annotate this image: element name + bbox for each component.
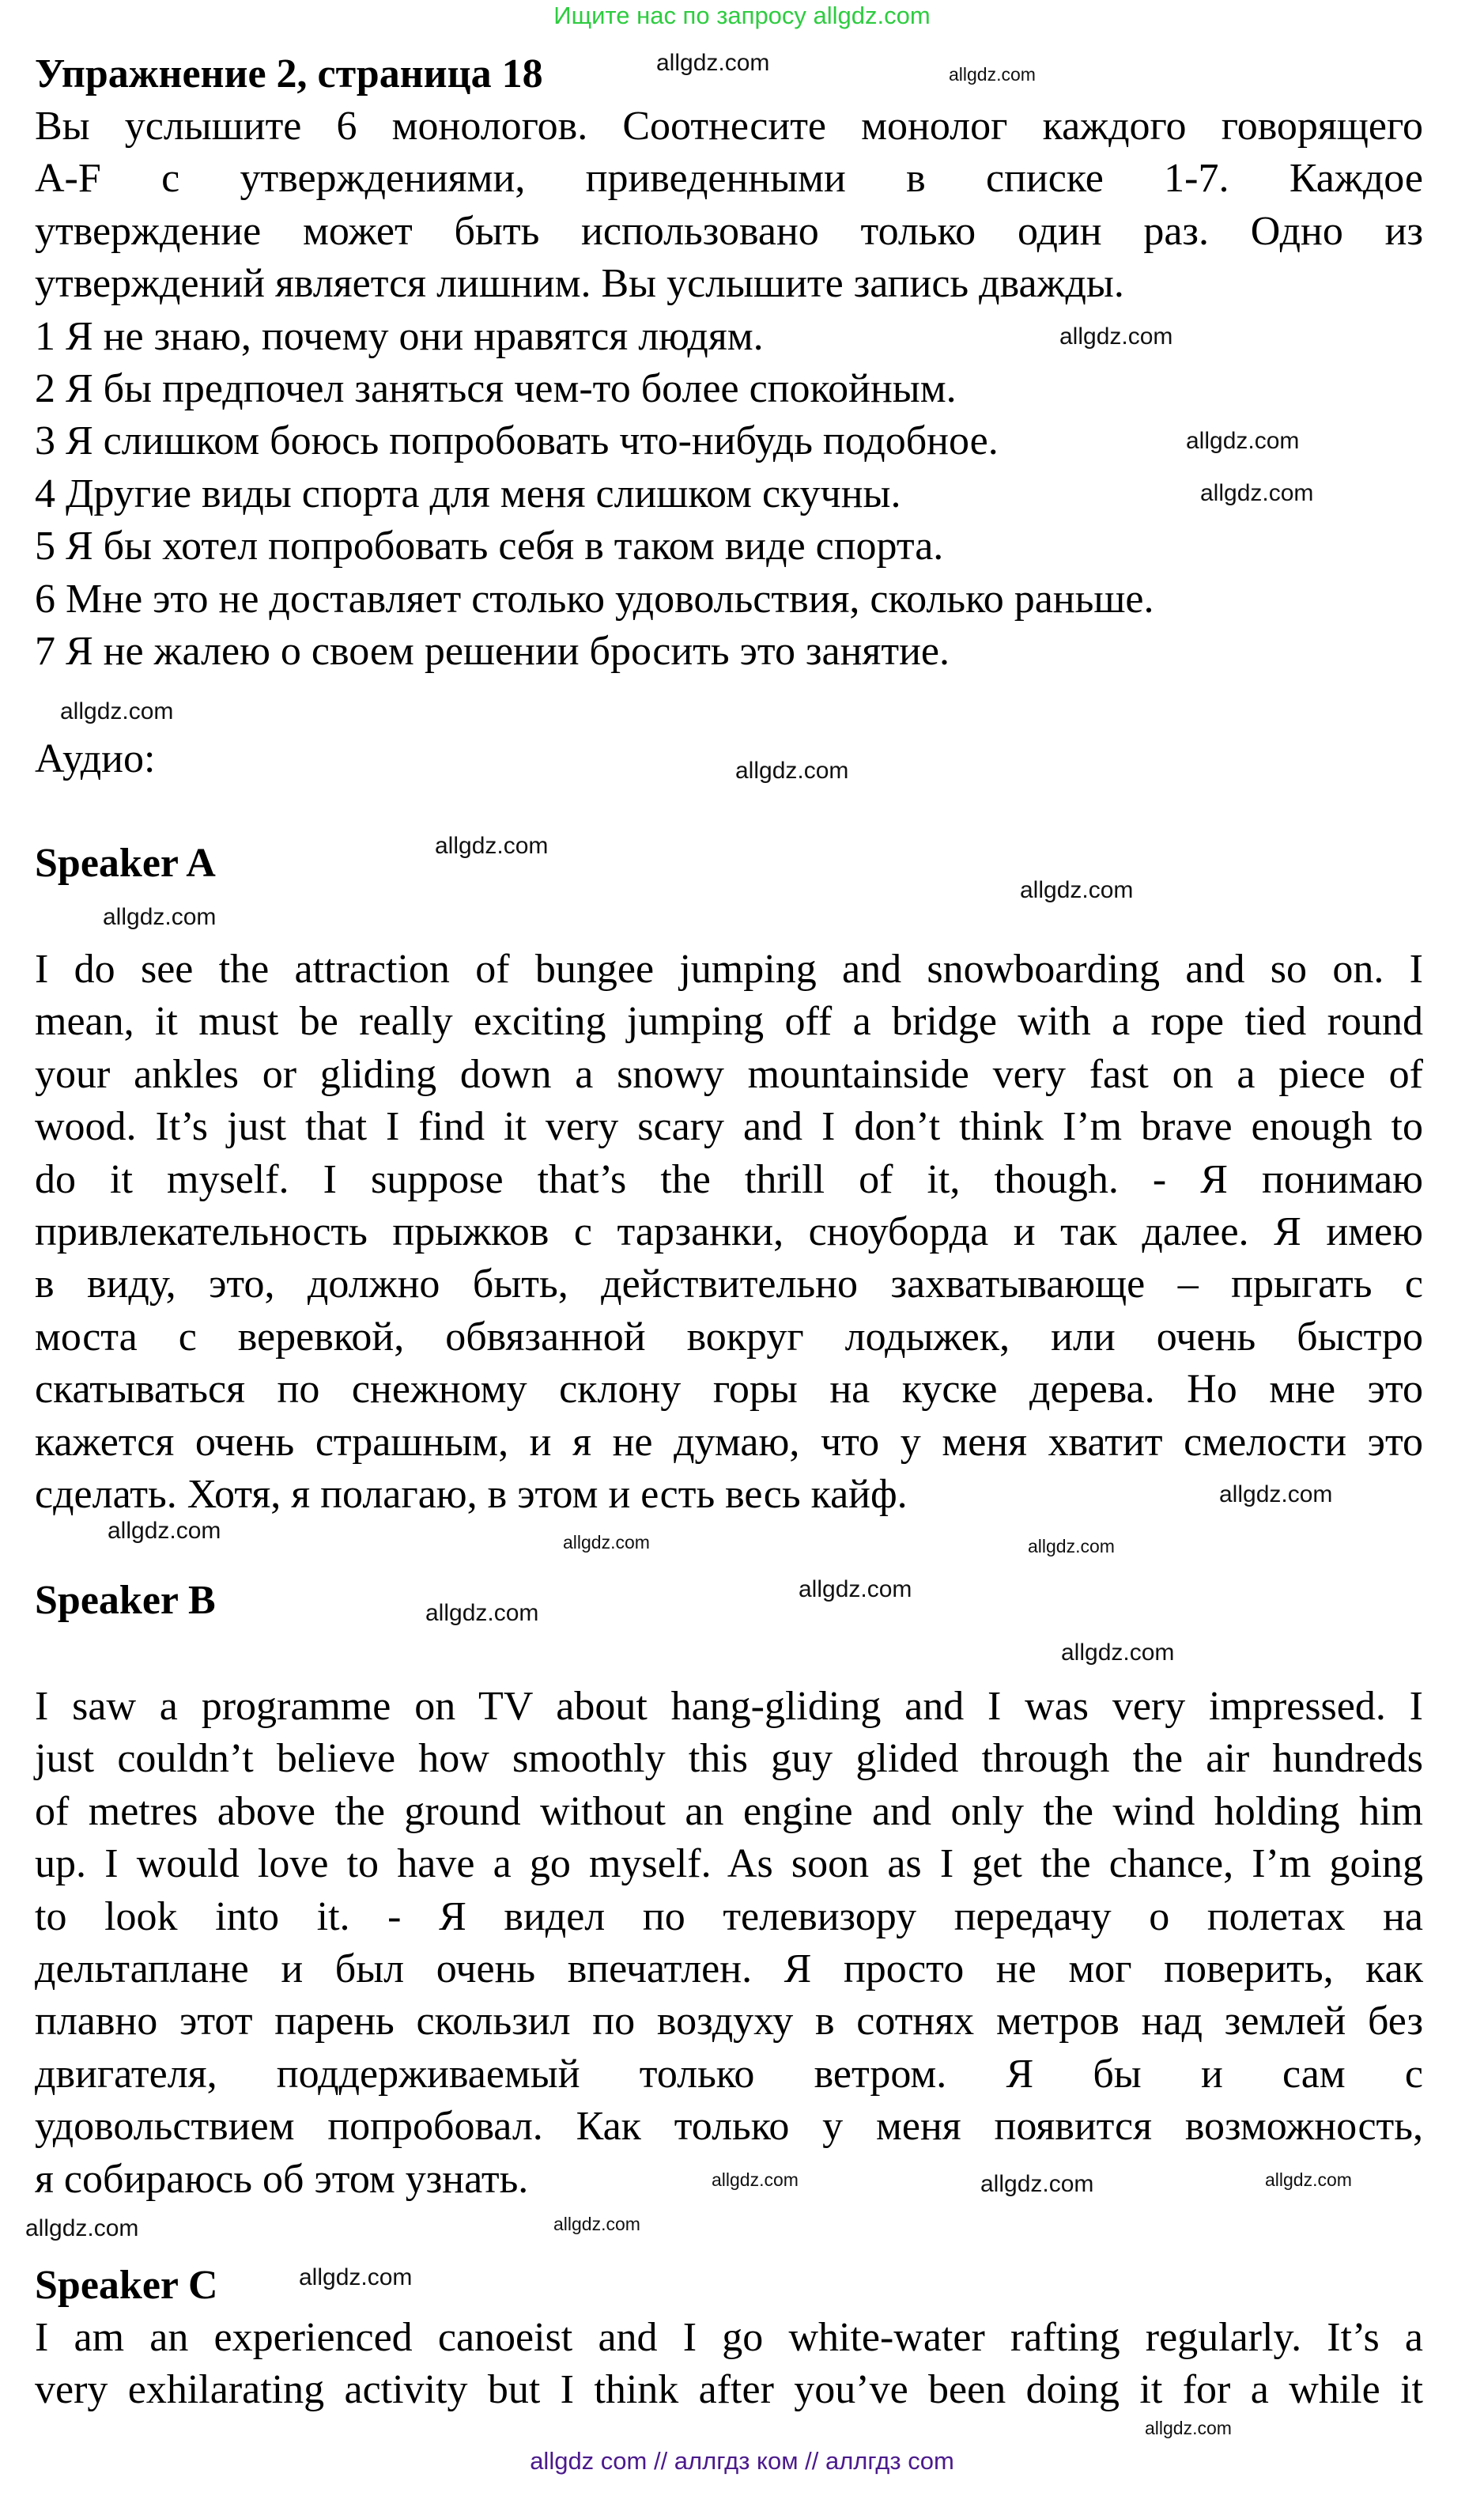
text-line: your ankles or gliding down a snowy mountainside very fast on a piece of [35,1051,1423,1097]
text-line: моста с веревкой, обвязанной вокруг лодыжек, или очень быстро [35,1314,1423,1360]
instruction-line: Вы услышите 6 монологов. Соотнесите монолог каждого говорящего [35,104,1423,149]
text-line: I do see the attraction of bungee jumping and snowboarding and so on. I [35,947,1423,992]
audio-label: Аудио: [35,736,156,781]
speaker-a-text [35,944,1423,1521]
text-line: do it myself. I suppose that’s the thrill of it, though. - Я понимаю [35,1156,1423,1202]
footer-banner: allgdz com // аллгдз ком // аллгдз com [530,2447,954,2475]
watermark: allgdz.com [25,2215,139,2241]
instruction-line: утверждение может быть использовано только один раз. Одно из [35,208,1423,254]
watermark: allgdz.com [563,1532,650,1553]
watermark: allgdz.com [1061,1640,1175,1666]
text-line: кажется очень страшным, и я не думаю, что у меня хватит смелости это [35,1419,1423,1465]
statement-item: 4 Другие виды спорта для меня слишком скучны. [35,471,901,516]
watermark: allgdz.com [712,2169,799,2190]
text-line: to look into it. - Я видел по телевизору передачу о полетах на [35,1893,1423,1939]
speaker-c-text [35,2312,1423,2417]
watermark: allgdz.com [980,2171,1094,2197]
watermark: allgdz.com [299,2264,413,2290]
text-line: mean, it must be really exciting jumping off a bridge with a rope tied round [35,999,1423,1045]
text-line: very exhilarating activity but I think after you’ve been doing it for a while it [35,2367,1423,2413]
text-line: в виду, это, должно быть, действительно захватывающе – прыгать с [35,1261,1423,1307]
header-banner: Ищите нас по запросу allgdz.com [553,2,931,29]
statement-item: 1 Я не знаю, почему они нравятся людям. [35,313,764,359]
text-line: скатываться по снежному склону горы на куске дерева. Но мне это [35,1367,1423,1413]
watermark: allgdz.com [1028,1536,1115,1556]
watermark: allgdz.com [1059,323,1173,350]
text-line: я собираюсь об этом узнать. [35,2156,529,2202]
watermark: allgdz.com [425,1600,539,1626]
text-line: плавно этот парень скользил по воздуху в сотнях метров над землей без [35,1999,1423,2044]
instructions [35,100,1423,678]
page-title: Упражнение 2, страница 18 [35,51,543,96]
watermark: allgdz.com [949,64,1036,85]
text-line: I am an experienced canoeist and I go white-water rafting regularly. It’s a [35,2315,1423,2360]
statement-item: 2 Я бы предпочел заняться чем-то более спокойным. [35,365,957,411]
watermark: allgdz.com [1186,428,1300,454]
statement-item: 5 Я бы хотел попробовать себя в таком виде спорта. [35,524,944,569]
text-line: привлекательность прыжков с тарзанки, сноуборда и так далее. Я имею [35,1208,1423,1254]
watermark: allgdz.com [103,904,217,930]
text-line: of metres above the ground without an engine and only the wind holding him [35,1788,1423,1834]
text-line: удовольствием попробовал. Как только у меня появится возможность, [35,2104,1423,2150]
watermark: allgdz.com [435,833,549,859]
watermark: allgdz.com [108,1518,221,1544]
text-line: wood. It’s just that I find it very scary and I don’t think I’m brave enough to [35,1104,1423,1150]
text-line: двигателя, поддерживаемый только ветром. Я бы и сам с [35,2051,1423,2097]
speaker-b-text [35,1681,1423,2206]
text-line: дельтаплане и был очень впечатлен. Я просто не мог поверить, как [35,1946,1423,1991]
statement-item: 6 Мне это не доставляет столько удовольствия, сколько раньше. [35,576,1154,622]
speaker-a-heading: Speaker A [35,841,216,886]
text-line: just couldn’t believe how smoothly this guy glided through the air hundreds [35,1736,1423,1782]
watermark: allgdz.com [1200,480,1314,506]
watermark: allgdz.com [553,2214,640,2234]
instruction-line: A-F с утверждениями, приведенными в списке 1-7. Каждое [35,156,1423,202]
watermark: allgdz.com [656,50,770,76]
speaker-b-heading: Speaker B [35,1578,216,1623]
text-line: I saw a programme on TV about hang-gliding and I was very impressed. I [35,1684,1423,1729]
watermark: allgdz.com [60,698,174,724]
text-line: сделать. Хотя, я полагаю, в этом и есть весь кайф. [35,1471,908,1517]
watermark: allgdz.com [1265,2169,1352,2190]
watermark: allgdz.com [1020,877,1134,903]
watermark: allgdz.com [1145,2418,1232,2438]
watermark: allgdz.com [735,758,849,784]
statement-item: 3 Я слишком боюсь попробовать что-нибудь подобное. [35,418,999,464]
watermark: allgdz.com [799,1576,912,1602]
speaker-c-heading: Speaker C [35,2263,218,2308]
watermark: allgdz.com [1219,1481,1333,1507]
text-line: up. I would love to have a go myself. As soon as I get the chance, I’m going [35,1841,1423,1887]
statement-item: 7 Я не жалею о своем решении бросить это занятие. [35,628,950,674]
instruction-line: утверждений является лишним. Вы услышите запись дважды. [35,261,1124,307]
